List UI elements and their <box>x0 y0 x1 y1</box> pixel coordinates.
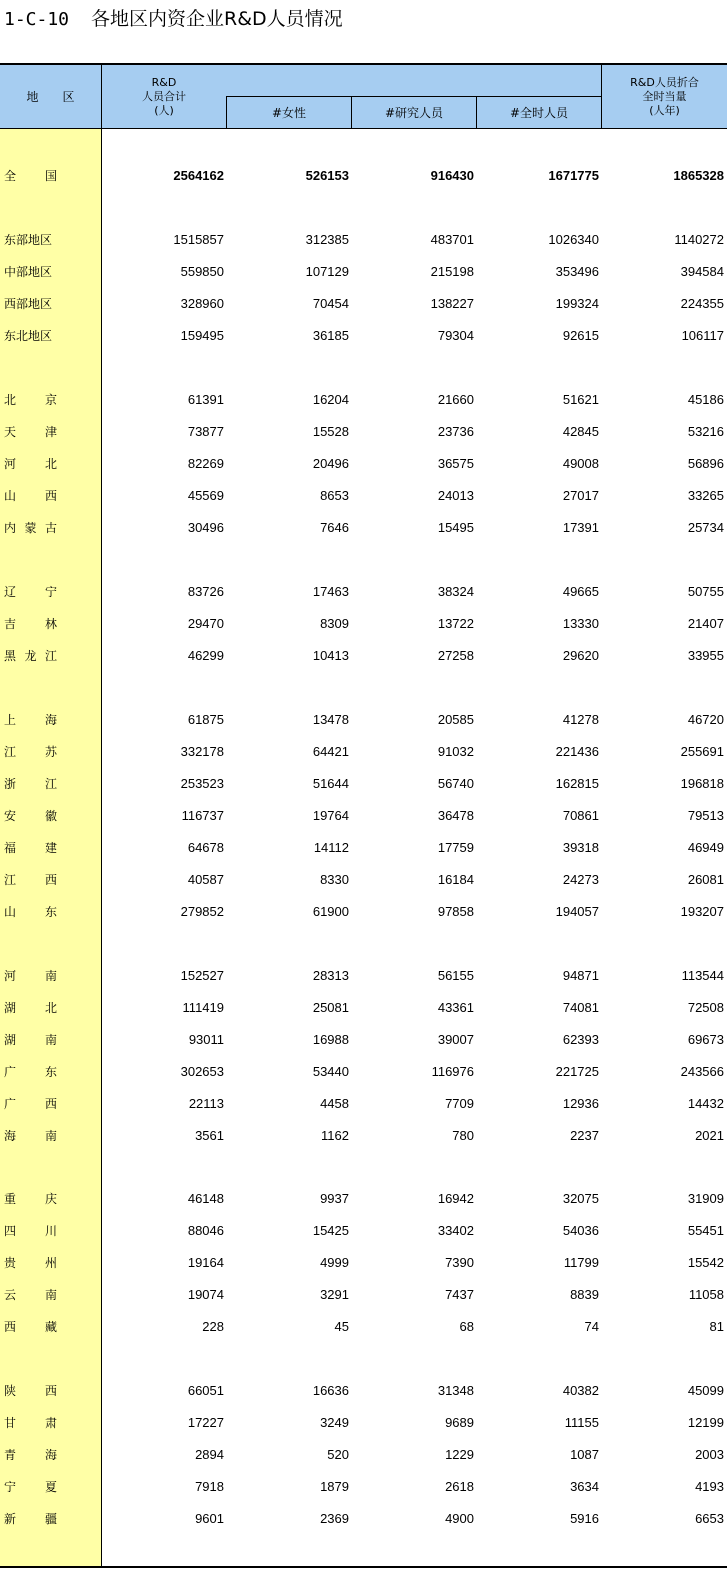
value-cell: 79513 <box>687 808 724 823</box>
table-row <box>0 326 727 346</box>
value-cell: 45569 <box>187 488 224 503</box>
region-name: 江 西 <box>4 873 57 887</box>
table-row <box>0 838 727 858</box>
value-cell: 8330 <box>320 872 349 887</box>
value-cell: 27017 <box>562 488 599 503</box>
value-cell: 7646 <box>320 520 349 535</box>
value-cell: 45099 <box>687 1383 724 1398</box>
value-cell: 13330 <box>562 616 599 631</box>
table-row <box>0 390 727 410</box>
value-cell: 780 <box>452 1128 474 1143</box>
value-cell: 483701 <box>430 232 474 247</box>
table-code: 1-C-10 <box>4 9 70 30</box>
value-cell: 22113 <box>188 1096 224 1111</box>
value-cell: 255691 <box>680 744 724 759</box>
value-cell: 66051 <box>187 1383 224 1398</box>
value-cell: 302653 <box>180 1064 224 1079</box>
value-cell: 24273 <box>562 872 599 887</box>
value-cell: 1515857 <box>173 232 224 247</box>
value-cell: 2894 <box>195 1447 224 1462</box>
region-name: 湖 北 <box>4 1001 57 1015</box>
value-cell: 16204 <box>312 392 349 407</box>
header-region: 地 区 <box>26 89 75 104</box>
value-cell: 1140272 <box>674 232 724 247</box>
value-cell: 40382 <box>562 1383 599 1398</box>
value-cell: 42845 <box>562 424 599 439</box>
value-cell: 36478 <box>437 808 474 823</box>
value-cell: 9689 <box>445 1415 474 1430</box>
value-cell: 69673 <box>687 1032 724 1047</box>
region-name: 内 蒙 古 <box>4 521 57 535</box>
region-name: 陕 西 <box>4 1384 57 1398</box>
value-cell: 79304 <box>437 328 474 343</box>
region-name: 新 疆 <box>4 1512 57 1526</box>
bottom-rule <box>0 1566 727 1568</box>
table-row <box>0 742 727 762</box>
value-cell: 73877 <box>187 424 224 439</box>
value-cell: 83726 <box>187 584 224 599</box>
value-cell: 33265 <box>687 488 724 503</box>
value-cell: 46720 <box>687 712 724 727</box>
table-row <box>0 1285 727 1305</box>
value-cell: 2618 <box>445 1479 474 1494</box>
value-cell: 93011 <box>188 1032 224 1047</box>
region-name: 中部地区 <box>4 265 53 279</box>
value-cell: 2564162 <box>173 168 224 183</box>
value-cell: 94871 <box>562 968 599 983</box>
value-cell: 27258 <box>437 648 474 663</box>
value-cell: 4900 <box>445 1511 474 1526</box>
value-cell: 29620 <box>562 648 599 663</box>
table-row <box>0 1062 727 1082</box>
value-cell: 92615 <box>562 328 599 343</box>
value-cell: 152527 <box>180 968 224 983</box>
value-cell: 1879 <box>320 1479 349 1494</box>
value-cell: 39007 <box>437 1032 474 1047</box>
value-cell: 64678 <box>187 840 224 855</box>
value-cell: 1671775 <box>548 168 599 183</box>
value-cell: 29470 <box>187 616 224 631</box>
value-cell: 13478 <box>312 712 349 727</box>
value-cell: 8309 <box>320 616 349 631</box>
value-cell: 30496 <box>187 520 224 535</box>
region-name: 云 南 <box>4 1288 57 1302</box>
table-row <box>0 1317 727 1337</box>
value-cell: 15542 <box>687 1255 724 1270</box>
value-cell: 62393 <box>562 1032 599 1047</box>
table-row <box>0 1030 727 1050</box>
table-row <box>0 1253 727 1273</box>
table-row <box>0 966 727 986</box>
value-cell: 46949 <box>687 840 724 855</box>
region-name: 重 庆 <box>4 1192 57 1206</box>
value-cell: 38324 <box>437 584 474 599</box>
region-name: 吉 林 <box>4 617 57 631</box>
value-cell: 31909 <box>687 1191 724 1206</box>
table-row <box>0 614 727 634</box>
table-row <box>0 230 727 250</box>
table-row <box>0 262 727 282</box>
value-cell: 9601 <box>195 1511 224 1526</box>
table-row <box>0 518 727 538</box>
value-cell: 1087 <box>570 1447 599 1462</box>
table-row <box>0 710 727 730</box>
value-cell: 3249 <box>320 1415 349 1430</box>
value-cell: 526153 <box>305 168 349 183</box>
value-cell: 33955 <box>687 648 724 663</box>
value-cell: 81 <box>709 1319 724 1334</box>
value-cell: 243566 <box>680 1064 724 1079</box>
value-cell: 14112 <box>313 840 349 855</box>
value-cell: 193207 <box>680 904 724 919</box>
region-name: 海 南 <box>4 1129 57 1143</box>
value-cell: 19074 <box>187 1287 224 1302</box>
value-cell: 82269 <box>187 456 224 471</box>
value-cell: 70454 <box>312 296 349 311</box>
table-row <box>0 1094 727 1114</box>
value-cell: 25734 <box>687 520 724 535</box>
value-cell: 113544 <box>681 968 724 983</box>
value-cell: 26081 <box>687 872 724 887</box>
value-cell: 13722 <box>437 616 474 631</box>
region-name: 东北地区 <box>4 329 53 343</box>
value-cell: 49665 <box>562 584 599 599</box>
value-cell: 43361 <box>437 1000 474 1015</box>
table-row <box>0 1126 727 1146</box>
value-cell: 312385 <box>305 232 349 247</box>
value-cell: 11155 <box>564 1415 599 1430</box>
value-cell: 46148 <box>187 1191 224 1206</box>
value-cell: 3561 <box>195 1128 224 1143</box>
region-name: 宁 夏 <box>4 1480 57 1494</box>
table-row <box>0 806 727 826</box>
value-cell: 12199 <box>687 1415 724 1430</box>
value-cell: 19764 <box>312 808 349 823</box>
value-cell: 253523 <box>180 776 224 791</box>
value-cell: 21660 <box>437 392 474 407</box>
value-cell: 17463 <box>312 584 349 599</box>
value-cell: 88046 <box>187 1223 224 1238</box>
value-cell: 61900 <box>312 904 349 919</box>
value-cell: 162815 <box>555 776 599 791</box>
table-row <box>0 774 727 794</box>
region-name: 甘 肃 <box>4 1416 57 1430</box>
value-cell: 6653 <box>695 1511 724 1526</box>
value-cell: 54036 <box>562 1223 599 1238</box>
value-cell: 36575 <box>437 456 474 471</box>
value-cell: 55451 <box>687 1223 724 1238</box>
value-cell: 56155 <box>437 968 474 983</box>
value-cell: 1026340 <box>548 232 599 247</box>
header-fulltime: #全时人员 <box>509 105 569 120</box>
value-cell: 111419 <box>182 1000 224 1015</box>
page-title <box>4 4 343 34</box>
value-cell: 36185 <box>312 328 349 343</box>
table-title: 各地区内资企业R&D人员情况 <box>91 8 343 30</box>
value-cell: 3634 <box>570 1479 599 1494</box>
table-row <box>0 646 727 666</box>
value-cell: 16184 <box>437 872 474 887</box>
table-row <box>0 582 727 602</box>
value-cell: 16988 <box>312 1032 349 1047</box>
value-cell: 46299 <box>187 648 224 663</box>
region-name: 四 川 <box>4 1224 57 1238</box>
value-cell: 51621 <box>562 392 599 407</box>
value-cell: 1865328 <box>673 168 724 183</box>
table-row <box>0 1445 727 1465</box>
value-cell: 21407 <box>687 616 724 631</box>
value-cell: 1229 <box>445 1447 474 1462</box>
value-cell: 4458 <box>320 1096 349 1111</box>
value-cell: 56896 <box>687 456 724 471</box>
value-cell: 10413 <box>312 648 349 663</box>
value-cell: 194057 <box>555 904 599 919</box>
value-cell: 53440 <box>312 1064 349 1079</box>
value-cell: 328960 <box>180 296 224 311</box>
value-cell: 72508 <box>687 1000 724 1015</box>
region-name: 全 国 <box>4 169 57 183</box>
value-cell: 41278 <box>562 712 599 727</box>
value-cell: 49008 <box>562 456 599 471</box>
value-cell: 8839 <box>570 1287 599 1302</box>
region-name: 山 东 <box>4 905 57 919</box>
value-cell: 106117 <box>681 328 724 343</box>
value-cell: 2369 <box>320 1511 349 1526</box>
value-cell: 2237 <box>570 1128 599 1143</box>
table-row <box>0 294 727 314</box>
value-cell: 221436 <box>555 744 599 759</box>
value-cell: 28313 <box>312 968 349 983</box>
value-cell: 8653 <box>320 488 349 503</box>
region-name: 湖 南 <box>4 1033 57 1047</box>
value-cell: 45186 <box>687 392 724 407</box>
value-cell: 24013 <box>437 488 474 503</box>
region-name: 广 东 <box>4 1065 57 1079</box>
value-cell: 40587 <box>187 872 224 887</box>
region-name: 山 西 <box>4 489 57 503</box>
value-cell: 5916 <box>570 1511 599 1526</box>
value-cell: 332178 <box>180 744 224 759</box>
region-name: 安 徽 <box>4 809 57 823</box>
value-cell: 116976 <box>431 1064 474 1079</box>
region-name: 上 海 <box>4 713 57 727</box>
region-name: 黑 龙 江 <box>4 649 57 663</box>
value-cell: 19164 <box>187 1255 224 1270</box>
value-cell: 4999 <box>320 1255 349 1270</box>
region-name: 浙 江 <box>4 777 57 791</box>
header-rd-total: R&D 人员合计 (人) <box>142 75 186 117</box>
region-name: 青 海 <box>4 1448 57 1462</box>
table-row <box>0 998 727 1018</box>
region-name: 福 建 <box>4 841 57 855</box>
value-cell: 16942 <box>437 1191 474 1206</box>
value-cell: 11058 <box>688 1287 724 1302</box>
value-cell: 228 <box>202 1319 224 1334</box>
value-cell: 74 <box>584 1319 599 1334</box>
region-name: 河 北 <box>4 457 57 471</box>
value-cell: 7437 <box>445 1287 474 1302</box>
value-cell: 32075 <box>562 1191 599 1206</box>
table-row <box>0 422 727 442</box>
header-bottom-rule <box>0 128 727 129</box>
region-name: 西 藏 <box>4 1320 57 1334</box>
value-cell: 53216 <box>687 424 724 439</box>
value-cell: 116737 <box>181 808 224 823</box>
value-cell: 353496 <box>555 264 599 279</box>
table-row <box>0 454 727 474</box>
value-cell: 7390 <box>445 1255 474 1270</box>
value-cell: 196818 <box>680 776 724 791</box>
value-cell: 39318 <box>562 840 599 855</box>
value-cell: 2003 <box>695 1447 724 1462</box>
value-cell: 9937 <box>320 1191 349 1206</box>
value-cell: 559850 <box>180 264 224 279</box>
value-cell: 17227 <box>187 1415 224 1430</box>
value-cell: 159495 <box>180 328 224 343</box>
value-cell: 45 <box>334 1319 349 1334</box>
value-cell: 15495 <box>437 520 474 535</box>
region-name: 西部地区 <box>4 297 53 311</box>
value-cell: 61875 <box>187 712 224 727</box>
value-cell: 224355 <box>680 296 724 311</box>
table-row <box>0 1221 727 1241</box>
value-cell: 20585 <box>437 712 474 727</box>
region-name: 江 苏 <box>4 745 57 759</box>
value-cell: 221725 <box>555 1064 599 1079</box>
value-cell: 17391 <box>562 520 599 535</box>
region-name: 河 南 <box>4 969 57 983</box>
value-cell: 199324 <box>555 296 599 311</box>
table-row <box>0 1413 727 1433</box>
region-name: 东部地区 <box>4 233 53 247</box>
value-cell: 25081 <box>312 1000 349 1015</box>
table-row <box>0 870 727 890</box>
value-cell: 1162 <box>321 1128 349 1143</box>
region-name: 广 西 <box>4 1097 57 1111</box>
value-cell: 520 <box>327 1447 349 1462</box>
value-cell: 107129 <box>305 264 349 279</box>
value-cell: 15528 <box>312 424 349 439</box>
value-cell: 2021 <box>695 1128 724 1143</box>
header-researchers: #研究人员 <box>384 105 444 120</box>
value-cell: 916430 <box>430 168 474 183</box>
value-cell: 215198 <box>430 264 474 279</box>
table-row <box>0 1381 727 1401</box>
region-name: 北 京 <box>4 393 57 407</box>
value-cell: 64421 <box>312 744 349 759</box>
value-cell: 50755 <box>687 584 724 599</box>
value-cell: 23736 <box>437 424 474 439</box>
value-cell: 61391 <box>187 392 224 407</box>
value-cell: 394584 <box>680 264 724 279</box>
table-row <box>0 166 727 186</box>
region-name: 辽 宁 <box>4 585 57 599</box>
value-cell: 17759 <box>437 840 474 855</box>
region-name: 贵 州 <box>4 1256 57 1270</box>
table-row <box>0 1509 727 1529</box>
table-row <box>0 1189 727 1209</box>
value-cell: 138227 <box>430 296 474 311</box>
table-row <box>0 486 727 506</box>
value-cell: 33402 <box>437 1223 474 1238</box>
value-cell: 15425 <box>312 1223 349 1238</box>
value-cell: 7918 <box>195 1479 224 1494</box>
value-cell: 51644 <box>312 776 349 791</box>
value-cell: 3291 <box>320 1287 349 1302</box>
value-cell: 31348 <box>437 1383 474 1398</box>
value-cell: 16636 <box>312 1383 349 1398</box>
value-cell: 279852 <box>180 904 224 919</box>
value-cell: 97858 <box>437 904 474 919</box>
value-cell: 91032 <box>437 744 474 759</box>
header-female: #女性 <box>271 105 307 120</box>
table-row <box>0 902 727 922</box>
value-cell: 74081 <box>562 1000 599 1015</box>
value-cell: 56740 <box>437 776 474 791</box>
value-cell: 7709 <box>445 1096 474 1111</box>
region-name: 天 津 <box>4 425 57 439</box>
value-cell: 12936 <box>562 1096 599 1111</box>
header-fte: R&D人员折合 全时当量 (人年) <box>630 75 699 117</box>
table-row <box>0 1477 727 1497</box>
value-cell: 20496 <box>312 456 349 471</box>
value-cell: 14432 <box>687 1096 724 1111</box>
value-cell: 4193 <box>695 1479 724 1494</box>
value-cell: 68 <box>459 1319 474 1334</box>
value-cell: 70861 <box>562 808 599 823</box>
value-cell: 11799 <box>563 1255 599 1270</box>
